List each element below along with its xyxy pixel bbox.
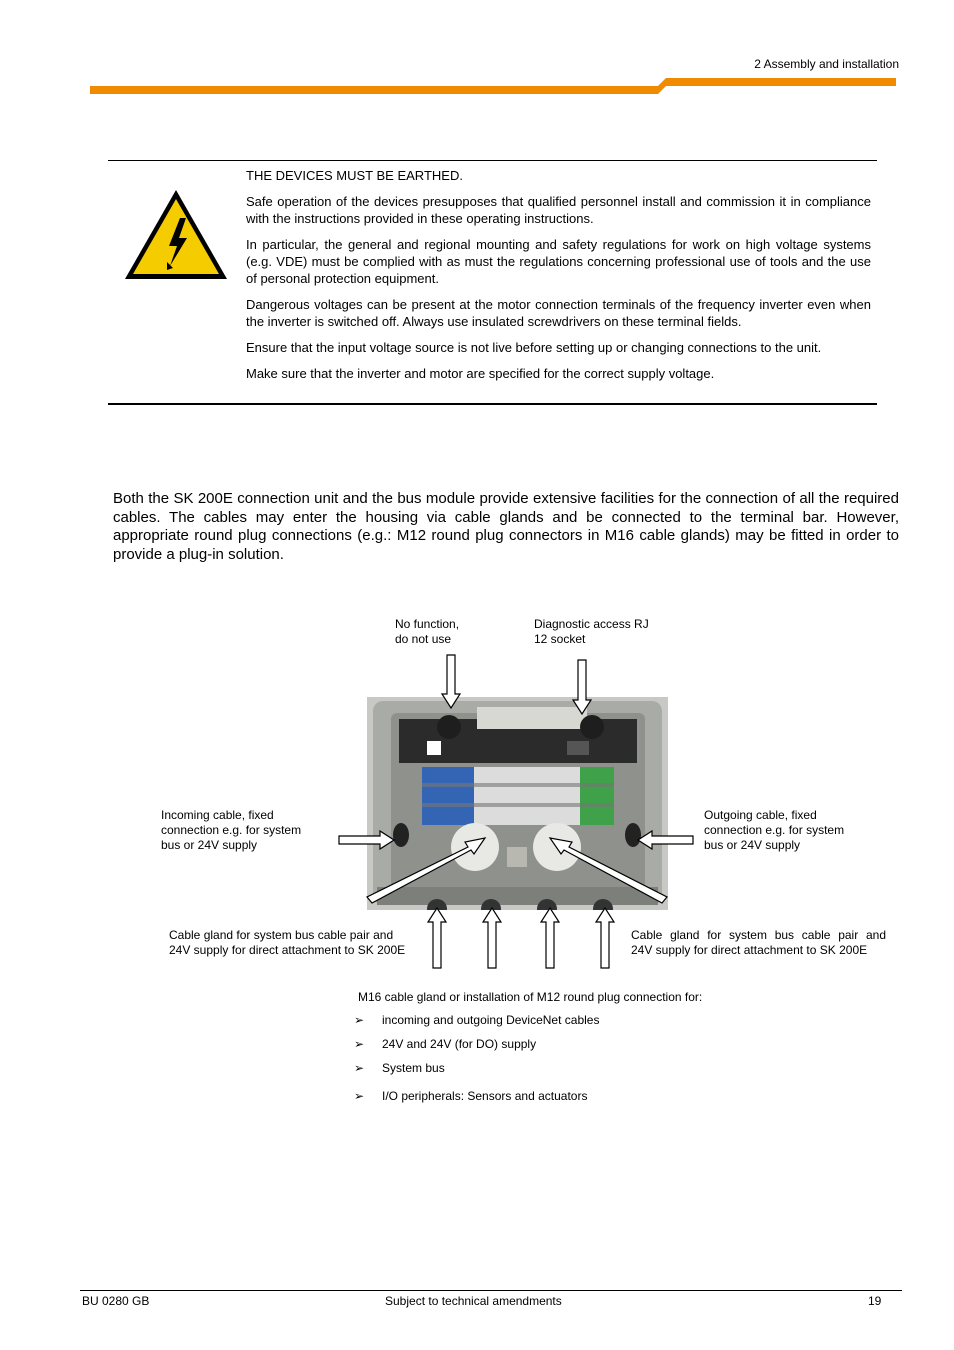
label-no-function: No function, do not use xyxy=(395,617,460,646)
arrow-up-gland xyxy=(483,908,501,968)
warning-paragraph: Make sure that the inverter and motor are specified for the correct supply voltage. xyxy=(246,366,715,381)
warning-paragraph: Safe operation of the devices presupposes that qualified personnel install and commission it in compliance with the instructions provided in these operating instructions. xyxy=(246,194,871,226)
arrow-left-outgoing xyxy=(638,831,693,849)
m16-items xyxy=(354,1013,702,1103)
label-cable-gland-right: Cable gland for system bus cable pair and 24V supply for direct attachment to SK 200E xyxy=(631,928,886,957)
arrow-down-diagnostic xyxy=(573,660,591,714)
intro-paragraph: Both the SK 200E connection unit and the bus module provide extensive facilities for the connection of all the required cables. The cables may enter the housing via cable glands and be connected to the terminal bar. However, appropriate round plug connections (e.g.: M12 round plug connectors in M16 cable glands) may be fitted in order to provide a plug-in solution. xyxy=(113,490,899,563)
footer-rule xyxy=(80,1290,902,1291)
label-incoming-cable: Incoming cable, fixed connection e.g. for system bus or 24V supply xyxy=(161,808,302,852)
warning-paragraph: Dangerous voltages can be present at the motor connection terminals of the frequency inverter even when the inverter is switched off. Always use insulated screwdrivers on these terminal fields. xyxy=(246,297,871,329)
arrow-bullet-icon: ➢ xyxy=(354,1013,365,1027)
arrow-right-incoming xyxy=(339,831,394,849)
warning-title: THE DEVICES MUST BE EARTHED. xyxy=(246,168,463,183)
arrow-up-gland xyxy=(596,908,614,968)
arrow-up-gland xyxy=(541,908,559,968)
list-item: ➢ incoming and outgoing DeviceNet cables xyxy=(354,1013,600,1027)
arrow-up-gland xyxy=(428,908,446,968)
label-cable-gland-left: Cable gland for system bus cable pair and 24V supply for direct attachment to SK 200E xyxy=(169,928,406,957)
footer-note: Subject to technical amendments xyxy=(385,1294,562,1308)
m16-list-intro: M16 cable gland or installation of M12 round plug connection for: xyxy=(358,990,703,1004)
list-item: ➢ 24V and 24V (for DO) supply xyxy=(354,1037,537,1051)
list-item: ➢ I/O peripherals: Sensors and actuators xyxy=(354,1089,588,1103)
warning-paragraph: In particular, the general and regional mounting and safety regulations for work on high voltage systems (e.g. VDE) must be complied with as must the regulations concerning professional use of tools and the use of personal protection equipment. xyxy=(246,237,871,286)
header-section-title: 2 Assembly and installation xyxy=(754,57,899,71)
warning-paragraph: Ensure that the input voltage source is not live before setting up or changing connections to the unit. xyxy=(246,340,822,355)
footer-page-number: 19 xyxy=(868,1294,882,1308)
label-diagnostic-access: Diagnostic access RJ 12 socket xyxy=(534,617,649,646)
label-outgoing-cable: Outgoing cable, fixed connection e.g. for system bus or 24V supply xyxy=(704,808,845,852)
arrow-down-no-function xyxy=(442,655,460,708)
footer-doc-id: BU 0280 GB xyxy=(82,1294,150,1308)
arrow-bullet-icon: ➢ xyxy=(354,1089,365,1103)
m16-connection-list xyxy=(354,990,702,1113)
arrow-diagonal-left-gland xyxy=(367,838,485,903)
list-item: ➢ System bus xyxy=(354,1061,445,1075)
arrow-bullet-icon: ➢ xyxy=(354,1061,365,1075)
arrow-bullet-icon: ➢ xyxy=(354,1037,365,1051)
